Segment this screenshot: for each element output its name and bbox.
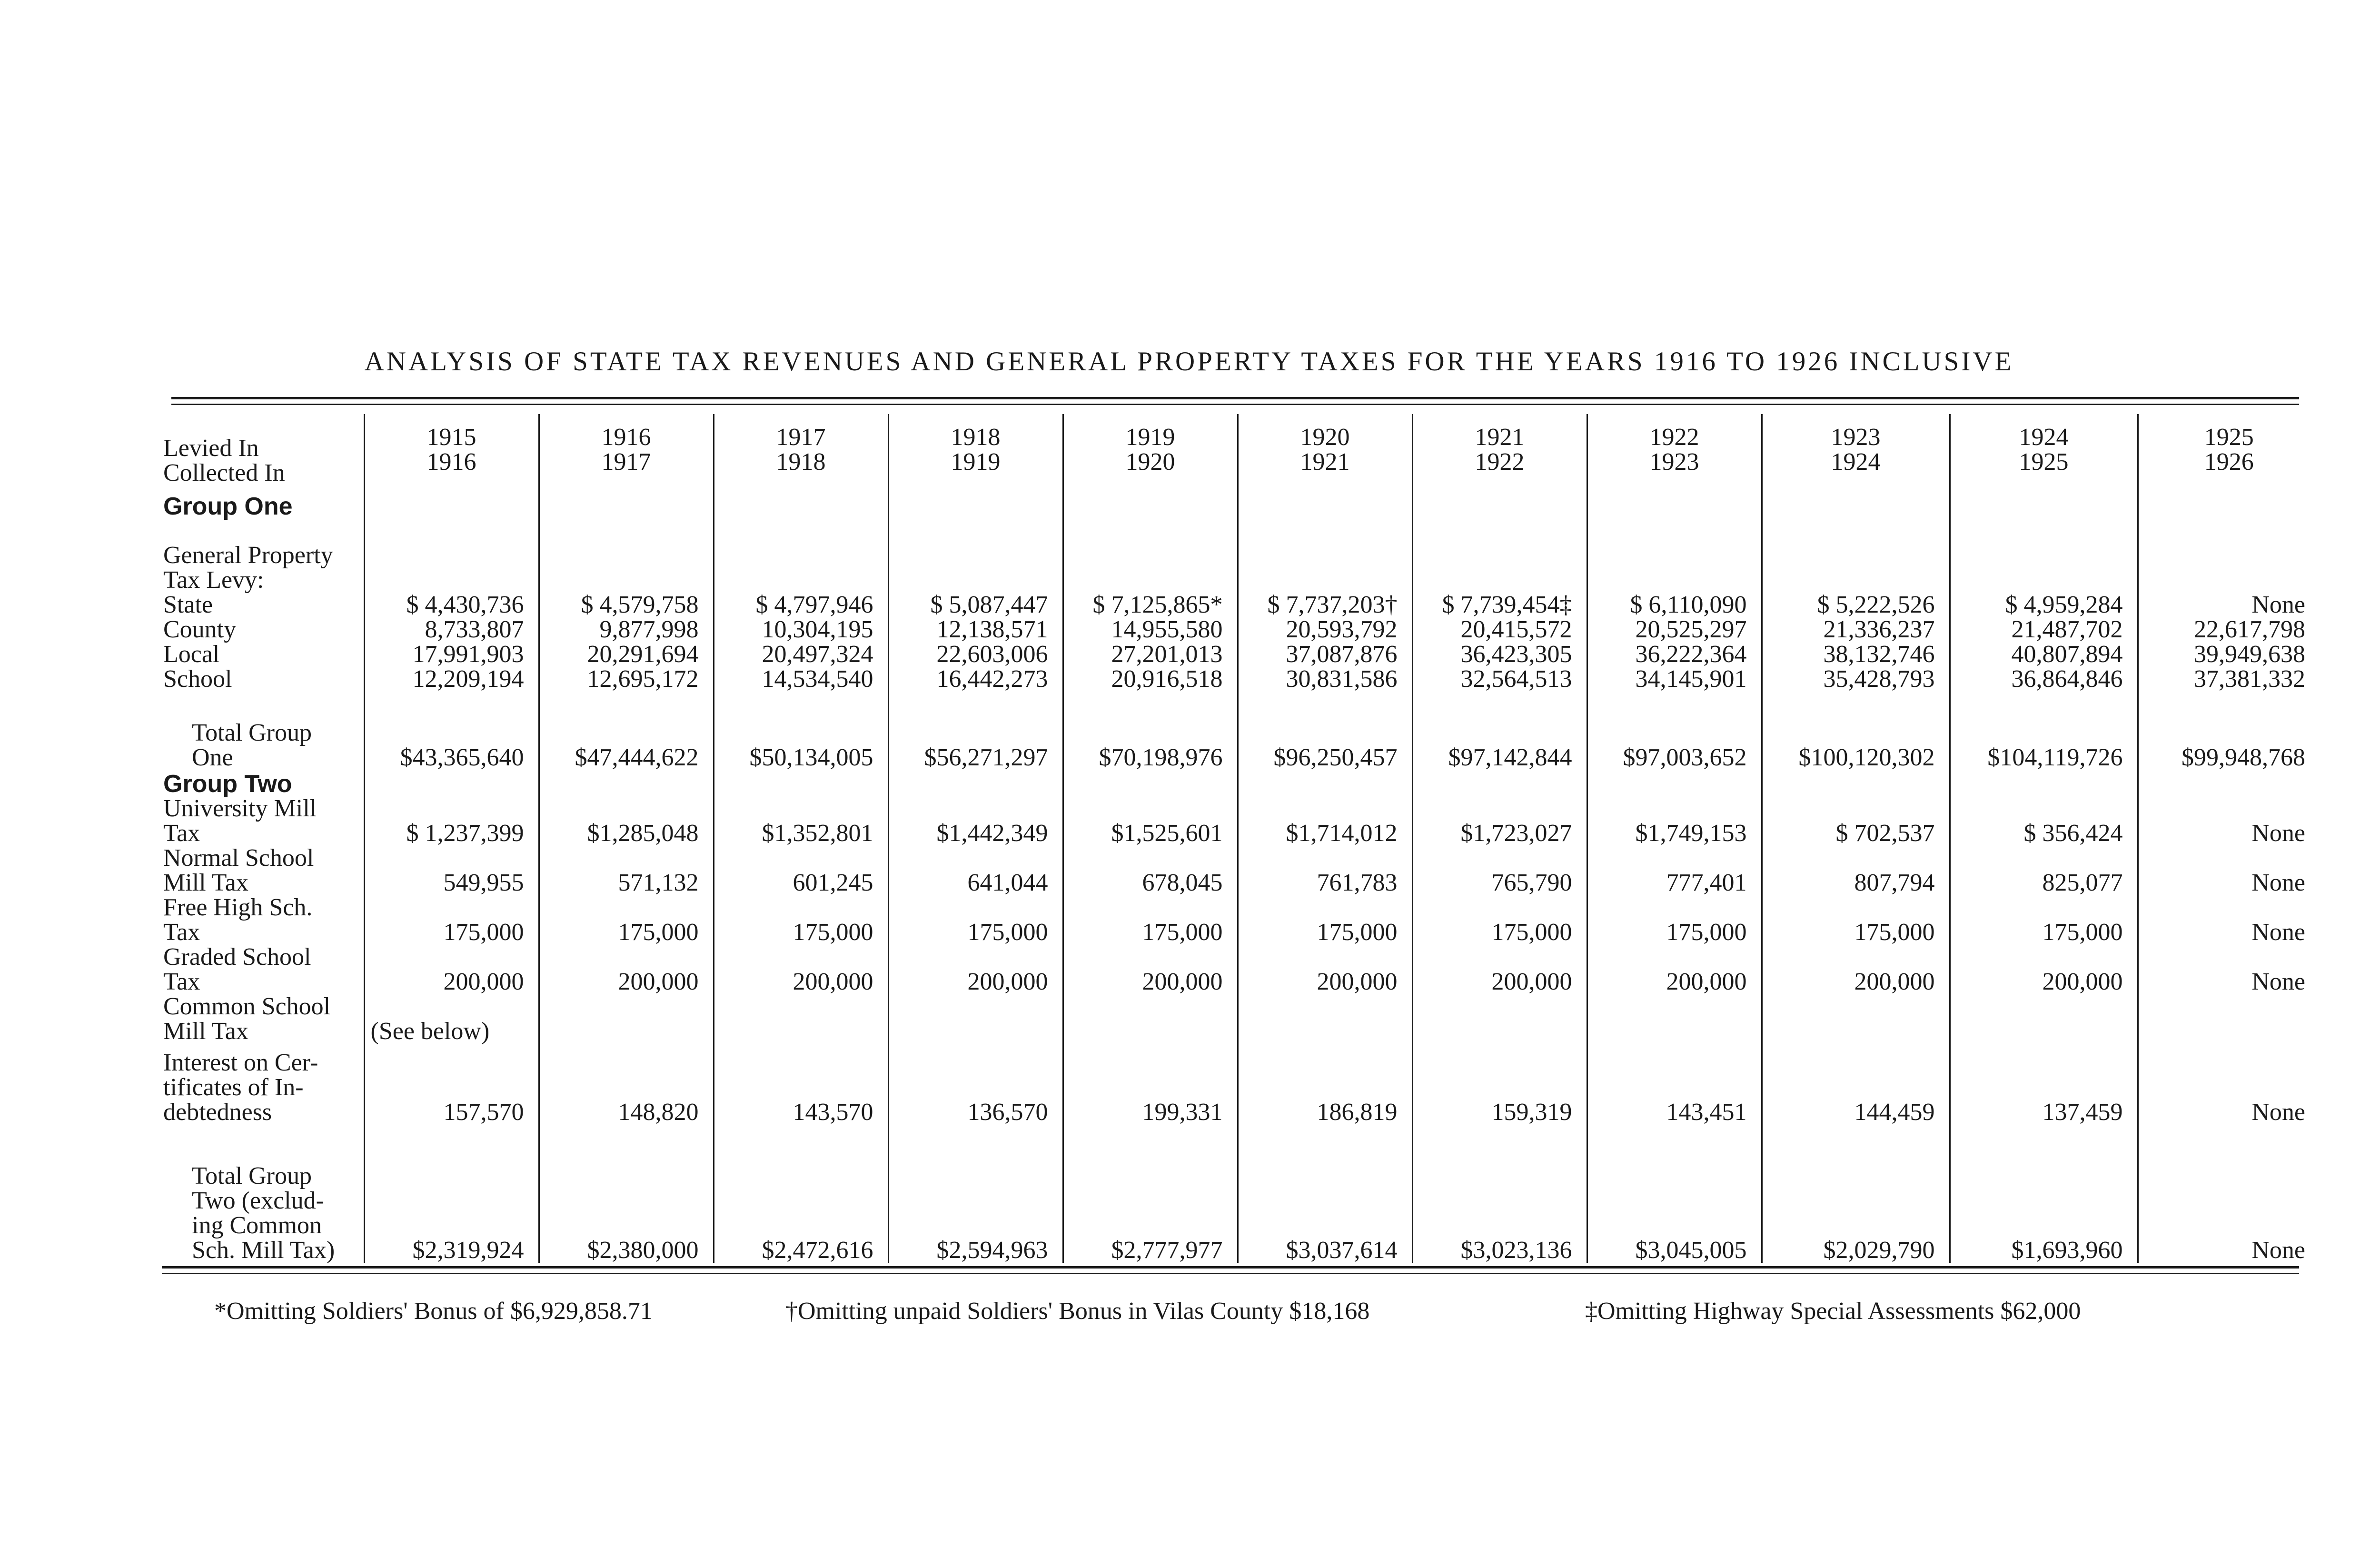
group-one-subheading-blank-10 — [2138, 519, 2320, 593]
group-two-row-free-high-school-tax — [159, 895, 2320, 945]
group-two-heading-row — [159, 770, 2320, 796]
group-two-free-high-school-tax-value-10: None — [2138, 895, 2320, 945]
group-one-local-value-5: 37,087,876 — [1238, 642, 1412, 667]
header-year-5 — [1238, 414, 1412, 486]
group-one-total-value-10: $99,948,768 — [2138, 692, 2320, 770]
group-two-graded-school-tax-value-9: 200,000 — [1950, 945, 2138, 994]
group-two-heading-blank-7 — [1587, 770, 1762, 796]
group-two-heading-blank-2 — [714, 770, 888, 796]
group-two-free-high-school-tax-value-4: 175,000 — [1063, 895, 1238, 945]
bottom-rule — [162, 1266, 2299, 1269]
group-two-heading-blank-4 — [1063, 770, 1238, 796]
group-one-total-value-5: $96,250,457 — [1238, 692, 1412, 770]
header-label — [159, 414, 364, 486]
header-year-9-line-1: 1924 — [2019, 424, 2069, 451]
group-one-heading-row — [159, 486, 2320, 519]
group-two-label-interest — [159, 1044, 364, 1125]
group-one-school-value-5: 30,831,586 — [1238, 667, 1412, 692]
bottom-rule-inner — [162, 1273, 2299, 1274]
group-two-label-normal-school-mill-tax-line-2: Mill Tax — [163, 869, 248, 896]
group-one-total-label — [159, 692, 364, 770]
group-two-graded-school-tax-value-10: None — [2138, 945, 2320, 994]
group-two-total-value-7: $3,045,005 — [1587, 1125, 1762, 1263]
group-two-heading-blank-1 — [539, 770, 714, 796]
group-two-free-high-school-tax-value-2: 175,000 — [714, 895, 888, 945]
group-two-row-university-mill-tax — [159, 796, 2320, 846]
group-one-state-value-0: $ 4,430,736 — [364, 593, 539, 617]
group-one-county-value-8: 21,336,237 — [1762, 617, 1950, 642]
group-one-label-state: State — [163, 591, 213, 618]
group-two-label-free-high-school-tax — [159, 895, 364, 945]
group-one-heading-blank-10 — [2138, 486, 2320, 519]
group-one-heading-blank-9 — [1950, 486, 2138, 519]
group-one-county-value-3: 12,138,571 — [888, 617, 1063, 642]
group-two-row-common-school — [159, 994, 2320, 1044]
group-two-total-value-3: $2,594,963 — [888, 1125, 1063, 1263]
header-year-6-line-2: 1922 — [1475, 448, 1525, 476]
group-two-interest-value-4: 199,331 — [1063, 1044, 1238, 1125]
group-two-heading-blank-0 — [364, 770, 539, 796]
group-two-university-mill-tax-value-1: $1,285,048 — [539, 796, 714, 846]
header-year-5-line-1: 1920 — [1300, 424, 1350, 451]
group-one-heading: Group One — [163, 493, 293, 520]
group-two-total-value-9: $1,693,960 — [1950, 1125, 2138, 1263]
group-two-free-high-school-tax-value-7: 175,000 — [1587, 895, 1762, 945]
group-two-graded-school-tax-value-8: 200,000 — [1762, 945, 1950, 994]
group-two-interest-value-5: 186,819 — [1238, 1044, 1412, 1125]
group-two-free-high-school-tax-value-5: 175,000 — [1238, 895, 1412, 945]
group-two-graded-school-tax-value-4: 200,000 — [1063, 945, 1238, 994]
group-one-label-local: Local — [163, 641, 220, 668]
group-one-total-value-2: $50,134,005 — [714, 692, 888, 770]
header-year-4-line-2: 1920 — [1125, 448, 1175, 476]
group-one-subheading-blank-4 — [1063, 519, 1238, 593]
group-two-total-row — [159, 1125, 2320, 1263]
group-two-heading-blank-6 — [1412, 770, 1587, 796]
group-two-heading-blank-8 — [1762, 770, 1950, 796]
group-two-label-interest-line-3: debtedness — [163, 1099, 272, 1126]
group-one-total-value-8: $100,120,302 — [1762, 692, 1950, 770]
group-two-university-mill-tax-value-2: $1,352,801 — [714, 796, 888, 846]
group-one-state-value-5: $ 7,737,203† — [1238, 593, 1412, 617]
group-one-school-value-1: 12,695,172 — [539, 667, 714, 692]
group-one-county-value-10: 22,617,798 — [2138, 617, 2320, 642]
group-one-total-label-line-1: Total Group — [192, 719, 312, 746]
group-one-subheading-blank-3 — [888, 519, 1063, 593]
group-one-subheading-blank-0 — [364, 519, 539, 593]
group-two-graded-school-tax-value-2: 200,000 — [714, 945, 888, 994]
group-two-total-value-0: $2,319,924 — [364, 1125, 539, 1263]
group-two-label-university-mill-tax-line-2: Tax — [163, 820, 200, 847]
group-two-normal-school-mill-tax-value-1: 571,132 — [539, 846, 714, 895]
group-two-university-mill-tax-value-9: $ 356,424 — [1950, 796, 2138, 846]
header-year-4 — [1063, 414, 1238, 486]
group-one-local-value-10: 39,949,638 — [2138, 642, 2320, 667]
group-two-interest-value-7: 143,451 — [1587, 1044, 1762, 1125]
group-two-university-mill-tax-value-4: $1,525,601 — [1063, 796, 1238, 846]
group-two-graded-school-tax-value-1: 200,000 — [539, 945, 714, 994]
group-one-label-school: School — [163, 665, 232, 693]
group-one-heading-blank-8 — [1762, 486, 1950, 519]
common-school-blank-7 — [1587, 994, 1762, 1044]
group-two-label-normal-school-mill-tax-line-1: Normal School — [163, 844, 314, 872]
group-two-graded-school-tax-value-6: 200,000 — [1412, 945, 1587, 994]
header-label-line-1: Levied In — [163, 435, 259, 462]
group-two-label-graded-school-tax-line-2: Tax — [163, 968, 200, 995]
tax-table-body — [159, 414, 2320, 1263]
common-school-blank-10 — [2138, 994, 2320, 1044]
group-one-county-value-5: 20,593,792 — [1238, 617, 1412, 642]
group-one-total-value-3: $56,271,297 — [888, 692, 1063, 770]
common-school-blank-4 — [1063, 994, 1238, 1044]
common-school-blank-3 — [888, 994, 1063, 1044]
header-year-10-line-1: 1925 — [2204, 424, 2254, 451]
common-school-blank-9 — [1950, 994, 2138, 1044]
group-one-local-value-7: 36,222,364 — [1587, 642, 1762, 667]
group-one-total-value-1: $47,444,622 — [539, 692, 714, 770]
group-one-school-value-3: 16,442,273 — [888, 667, 1063, 692]
common-school-blank-8 — [1762, 994, 1950, 1044]
group-one-row-state — [159, 593, 2320, 617]
group-one-state-value-7: $ 6,110,090 — [1587, 593, 1762, 617]
group-two-interest-value-8: 144,459 — [1762, 1044, 1950, 1125]
group-two-label-interest-line-2: tificates of In- — [163, 1074, 304, 1101]
group-one-local-value-8: 38,132,746 — [1762, 642, 1950, 667]
group-two-normal-school-mill-tax-value-6: 765,790 — [1412, 846, 1587, 895]
group-two-label-common-school-line-2: Mill Tax — [163, 1018, 248, 1045]
header-year-2-line-2: 1918 — [776, 448, 826, 476]
header-year-3 — [888, 414, 1063, 486]
group-one-school-value-8: 35,428,793 — [1762, 667, 1950, 692]
group-two-free-high-school-tax-value-0: 175,000 — [364, 895, 539, 945]
header-year-9 — [1950, 414, 2138, 486]
group-two-total-label-line-4: Sch. Mill Tax) — [192, 1237, 335, 1264]
footnotes — [214, 1297, 2261, 1330]
group-two-label-common-school — [159, 994, 364, 1044]
group-one-total-row — [159, 692, 2320, 770]
header-year-1-line-1: 1916 — [601, 424, 651, 451]
group-two-university-mill-tax-value-3: $1,442,349 — [888, 796, 1063, 846]
group-two-label-free-high-school-tax-line-1: Free High Sch. — [163, 894, 313, 921]
group-one-subheading-row — [159, 519, 2320, 593]
top-rule — [171, 397, 2299, 399]
header-year-2-line-1: 1917 — [776, 424, 826, 451]
group-two-graded-school-tax-value-7: 200,000 — [1587, 945, 1762, 994]
group-one-school-value-6: 32,564,513 — [1412, 667, 1587, 692]
group-two-row-normal-school-mill-tax — [159, 846, 2320, 895]
common-school-blank-2 — [714, 994, 888, 1044]
group-one-local-value-9: 40,807,894 — [1950, 642, 2138, 667]
group-two-interest-value-1: 148,820 — [539, 1044, 714, 1125]
group-two-university-mill-tax-value-6: $1,723,027 — [1412, 796, 1587, 846]
header-year-10 — [2138, 414, 2320, 486]
group-one-subheading-blank-8 — [1762, 519, 1950, 593]
group-one-county-value-4: 14,955,580 — [1063, 617, 1238, 642]
group-one-state-value-2: $ 4,797,946 — [714, 593, 888, 617]
header-year-3-line-2: 1919 — [951, 448, 1001, 476]
group-two-label-free-high-school-tax-line-2: Tax — [163, 919, 200, 946]
header-year-8-line-1: 1923 — [1831, 424, 1881, 451]
group-two-normal-school-mill-tax-value-0: 549,955 — [364, 846, 539, 895]
header-year-7-line-2: 1923 — [1649, 448, 1699, 476]
group-two-total-value-2: $2,472,616 — [714, 1125, 888, 1263]
group-two-normal-school-mill-tax-value-2: 601,245 — [714, 846, 888, 895]
group-two-interest-value-9: 137,459 — [1950, 1044, 2138, 1125]
group-one-row-local — [159, 642, 2320, 667]
group-two-total-value-4: $2,777,977 — [1063, 1125, 1238, 1263]
group-one-state-value-4: $ 7,125,865* — [1063, 593, 1238, 617]
group-two-label-graded-school-tax-line-1: Graded School — [163, 943, 311, 971]
group-two-graded-school-tax-value-0: 200,000 — [364, 945, 539, 994]
group-one-subheading-blank-7 — [1587, 519, 1762, 593]
group-one-local-value-3: 22,603,006 — [888, 642, 1063, 667]
group-one-heading-blank-1 — [539, 486, 714, 519]
group-one-total-label-line-2: One — [192, 744, 233, 771]
group-one-subheading-blank-9 — [1950, 519, 2138, 593]
group-one-row-county — [159, 617, 2320, 642]
group-two-university-mill-tax-value-8: $ 702,537 — [1762, 796, 1950, 846]
group-one-total-value-9: $104,119,726 — [1950, 692, 2138, 770]
group-two-university-mill-tax-value-5: $1,714,012 — [1238, 796, 1412, 846]
group-two-label-common-school-line-1: Common School — [163, 993, 331, 1020]
group-one-heading-blank-6 — [1412, 486, 1587, 519]
group-two-total-label-line-2: Two (exclud- — [192, 1187, 324, 1214]
group-one-heading-blank-4 — [1063, 486, 1238, 519]
footnote-highway-assessments: ‡Omitting Highway Special Assessments $62,000 — [1585, 1298, 2081, 1325]
group-two-normal-school-mill-tax-value-3: 641,044 — [888, 846, 1063, 895]
group-one-local-value-6: 36,423,305 — [1412, 642, 1587, 667]
group-two-graded-school-tax-value-3: 200,000 — [888, 945, 1063, 994]
group-two-interest-value-0: 157,570 — [364, 1044, 539, 1125]
group-two-label-interest-line-1: Interest on Cer- — [163, 1049, 318, 1076]
tax-table — [159, 414, 2320, 1263]
group-one-heading-blank-2 — [714, 486, 888, 519]
group-one-subheading-blank-2 — [714, 519, 888, 593]
group-two-normal-school-mill-tax-value-10: None — [2138, 846, 2320, 895]
header-year-9-line-2: 1925 — [2019, 448, 2069, 476]
group-one-label-county: County — [163, 616, 237, 643]
group-two-total-value-10: None — [2138, 1125, 2320, 1263]
group-one-school-value-7: 34,145,901 — [1587, 667, 1762, 692]
group-two-university-mill-tax-value-0: $ 1,237,399 — [364, 796, 539, 846]
group-two-total-label-line-3: ing Common — [192, 1212, 322, 1239]
group-two-total-value-5: $3,037,614 — [1238, 1125, 1412, 1263]
group-one-state-value-1: $ 4,579,758 — [539, 593, 714, 617]
group-two-total-value-8: $2,029,790 — [1762, 1125, 1950, 1263]
group-two-free-high-school-tax-value-3: 175,000 — [888, 895, 1063, 945]
group-two-total-label-line-1: Total Group — [192, 1162, 312, 1189]
group-one-state-value-6: $ 7,739,454‡ — [1412, 593, 1587, 617]
header-label-line-2: Collected In — [163, 459, 285, 486]
group-one-local-value-0: 17,991,903 — [364, 642, 539, 667]
header-year-7 — [1587, 414, 1762, 486]
common-school-note: (See below) — [364, 994, 539, 1044]
group-one-state-value-3: $ 5,087,447 — [888, 593, 1063, 617]
group-two-normal-school-mill-tax-value-9: 825,077 — [1950, 846, 2138, 895]
group-one-school-value-9: 36,864,846 — [1950, 667, 2138, 692]
group-one-subheading-blank-1 — [539, 519, 714, 593]
top-rule-inner — [171, 404, 2299, 405]
header-year-6 — [1412, 414, 1587, 486]
group-one-row-school — [159, 667, 2320, 692]
header-year-4-line-1: 1919 — [1125, 424, 1175, 451]
header-year-1-line-2: 1917 — [601, 448, 651, 476]
group-one-total-value-0: $43,365,640 — [364, 692, 539, 770]
group-one-county-value-2: 10,304,195 — [714, 617, 888, 642]
group-two-total-value-1: $2,380,000 — [539, 1125, 714, 1263]
group-two-total-value-6: $3,023,136 — [1412, 1125, 1587, 1263]
group-one-school-value-4: 20,916,518 — [1063, 667, 1238, 692]
header-year-0 — [364, 414, 539, 486]
group-two-label-normal-school-mill-tax — [159, 846, 364, 895]
header-year-1 — [539, 414, 714, 486]
group-two-interest-value-6: 159,319 — [1412, 1044, 1587, 1125]
group-one-state-value-9: $ 4,959,284 — [1950, 593, 2138, 617]
header-year-8 — [1762, 414, 1950, 486]
group-two-normal-school-mill-tax-value-7: 777,401 — [1587, 846, 1762, 895]
group-one-county-value-0: 8,733,807 — [364, 617, 539, 642]
group-two-heading: Group Two — [163, 770, 292, 798]
group-two-free-high-school-tax-value-6: 175,000 — [1412, 895, 1587, 945]
group-two-heading-blank-3 — [888, 770, 1063, 796]
group-two-total-label — [159, 1125, 364, 1263]
group-one-school-value-0: 12,209,194 — [364, 667, 539, 692]
group-two-interest-value-3: 136,570 — [888, 1044, 1063, 1125]
group-one-subheading-blank-6 — [1412, 519, 1587, 593]
group-one-school-value-10: 37,381,332 — [2138, 667, 2320, 692]
group-one-heading-blank-7 — [1587, 486, 1762, 519]
group-two-normal-school-mill-tax-value-8: 807,794 — [1762, 846, 1950, 895]
group-one-local-value-2: 20,497,324 — [714, 642, 888, 667]
group-one-total-value-7: $97,003,652 — [1587, 692, 1762, 770]
group-two-heading-blank-10 — [2138, 770, 2320, 796]
group-one-subheading: General Property Tax Levy: — [163, 542, 333, 594]
page-title: ANALYSIS OF STATE TAX REVENUES AND GENERAL PROPERTY TAXES FOR THE YEARS 1916 TO 1926 INCLUSIVE — [364, 347, 2014, 377]
group-one-county-value-1: 9,877,998 — [539, 617, 714, 642]
header-year-7-line-1: 1922 — [1649, 424, 1699, 451]
group-two-normal-school-mill-tax-value-5: 761,783 — [1238, 846, 1412, 895]
group-one-local-value-1: 20,291,694 — [539, 642, 714, 667]
group-two-interest-value-10: None — [2138, 1044, 2320, 1125]
group-one-county-value-6: 20,415,572 — [1412, 617, 1587, 642]
group-two-label-university-mill-tax-line-1: University Mill — [163, 795, 317, 822]
group-two-row-graded-school-tax — [159, 945, 2320, 994]
header-year-8-line-2: 1924 — [1831, 448, 1881, 476]
group-two-interest-value-2: 143,570 — [714, 1044, 888, 1125]
group-two-normal-school-mill-tax-value-4: 678,045 — [1063, 846, 1238, 895]
group-one-local-value-4: 27,201,013 — [1063, 642, 1238, 667]
group-one-school-value-2: 14,534,540 — [714, 667, 888, 692]
header-year-10-line-2: 1926 — [2204, 448, 2254, 476]
group-one-heading-blank-3 — [888, 486, 1063, 519]
group-two-label-university-mill-tax — [159, 796, 364, 846]
group-one-total-value-4: $70,198,976 — [1063, 692, 1238, 770]
header-year-0-line-1: 1915 — [426, 424, 476, 451]
group-two-heading-blank-5 — [1238, 770, 1412, 796]
group-two-heading-blank-9 — [1950, 770, 2138, 796]
group-two-row-interest — [159, 1044, 2320, 1125]
group-one-heading-blank-0 — [364, 486, 539, 519]
footnote-vilas-county: †Omitting unpaid Soldiers' Bonus in Vilas County $18,168 — [785, 1298, 1370, 1325]
footnote-soldiers-bonus: *Omitting Soldiers' Bonus of $6,929,858.71 — [214, 1298, 653, 1325]
header-year-2 — [714, 414, 888, 486]
group-two-university-mill-tax-value-7: $1,749,153 — [1587, 796, 1762, 846]
header-year-3-line-1: 1918 — [951, 424, 1001, 451]
group-one-state-value-8: $ 5,222,526 — [1762, 593, 1950, 617]
group-one-subheading-blank-5 — [1238, 519, 1412, 593]
common-school-blank-1 — [539, 994, 714, 1044]
group-two-free-high-school-tax-value-1: 175,000 — [539, 895, 714, 945]
group-one-state-value-10: None — [2138, 593, 2320, 617]
group-two-free-high-school-tax-value-8: 175,000 — [1762, 895, 1950, 945]
header-year-6-line-1: 1921 — [1475, 424, 1525, 451]
group-two-university-mill-tax-value-10: None — [2138, 796, 2320, 846]
group-one-county-value-9: 21,487,702 — [1950, 617, 2138, 642]
group-two-label-graded-school-tax — [159, 945, 364, 994]
group-two-graded-school-tax-value-5: 200,000 — [1238, 945, 1412, 994]
group-one-county-value-7: 20,525,297 — [1587, 617, 1762, 642]
group-two-free-high-school-tax-value-9: 175,000 — [1950, 895, 2138, 945]
common-school-blank-6 — [1412, 994, 1587, 1044]
header-year-5-line-2: 1921 — [1300, 448, 1350, 476]
group-one-heading-blank-5 — [1238, 486, 1412, 519]
header-year-0-line-2: 1916 — [426, 448, 476, 476]
common-school-blank-5 — [1238, 994, 1412, 1044]
group-one-total-value-6: $97,142,844 — [1412, 692, 1587, 770]
header-row — [159, 414, 2320, 486]
